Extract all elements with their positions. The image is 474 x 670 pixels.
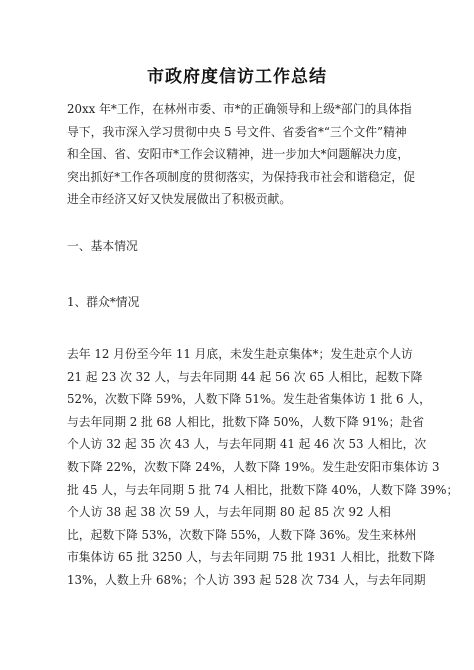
- body-line: 52%，次数下降 59%，人数下降 51%。发生赴省集体访 1 批 6 人，: [67, 392, 431, 407]
- body-paragraph: [67, 343, 459, 592]
- document-title: 市政府度信访工作总结: [147, 67, 327, 87]
- intro-line: 导下，我市深入学习贯彻中央 5 号文件、省委省*“三个文件”精神: [67, 124, 407, 139]
- body-line: 13%，人数上升 68%；个人访 393 起 528 次 734 人，与去年同期: [67, 572, 426, 587]
- intro-line: 突出抓好*工作各项制度的贯彻落实，为保持我市社会和谐稳定，促: [67, 169, 416, 184]
- intro-line: 进全市经济又好又快发展做出了积极贡献。: [67, 192, 292, 207]
- body-line: 批 45 人，与去年同期 5 批 74 人相比，批数下降 40%，人数下降 39%；: [67, 482, 459, 497]
- body-line: 比，起数下降 53%，次数下降 55%，人数下降 36%。发生来林州: [67, 527, 417, 542]
- body-line: 个人访 38 起 38 次 59 人，与去年同期 80 起 85 次 92 人相: [67, 505, 391, 520]
- body-line: 市集体访 65 批 3250 人，与去年同期 75 批 1931 人相比，批数下降: [67, 550, 435, 565]
- body-line: 去年 12 月份至今年 11 月底，未发生赴京集体*；发生赴京个人访: [67, 347, 413, 361]
- body-line: 数下降 22%，次数下降 24%，人数下降 19%。发生赴安阳市集体访 3: [67, 459, 440, 474]
- section-heading: 一、基本情况: [67, 239, 138, 253]
- intro-paragraph: [67, 98, 416, 211]
- body-line: 21 起 23 次 32 人，与去年同期 44 起 56 次 65 人相比，起数下降: [67, 369, 423, 384]
- intro-line: 和全国、省、安阳市*工作会议精神，进一步加大*问题解决力度，: [67, 147, 410, 162]
- intro-line: 20xx 年*工作，在林州市委、市*的正确领导和上级*部门的具体指: [67, 102, 412, 116]
- body-line: 与去年同期 2 批 68 人相比，批数下降 50%，人数下降 91%；赴省: [67, 414, 424, 429]
- body-line: 个人访 32 起 35 次 43 人，与去年同期 41 起 46 次 53 人相比，次: [67, 437, 427, 452]
- subsection-heading: 1、群众*情况: [67, 295, 140, 309]
